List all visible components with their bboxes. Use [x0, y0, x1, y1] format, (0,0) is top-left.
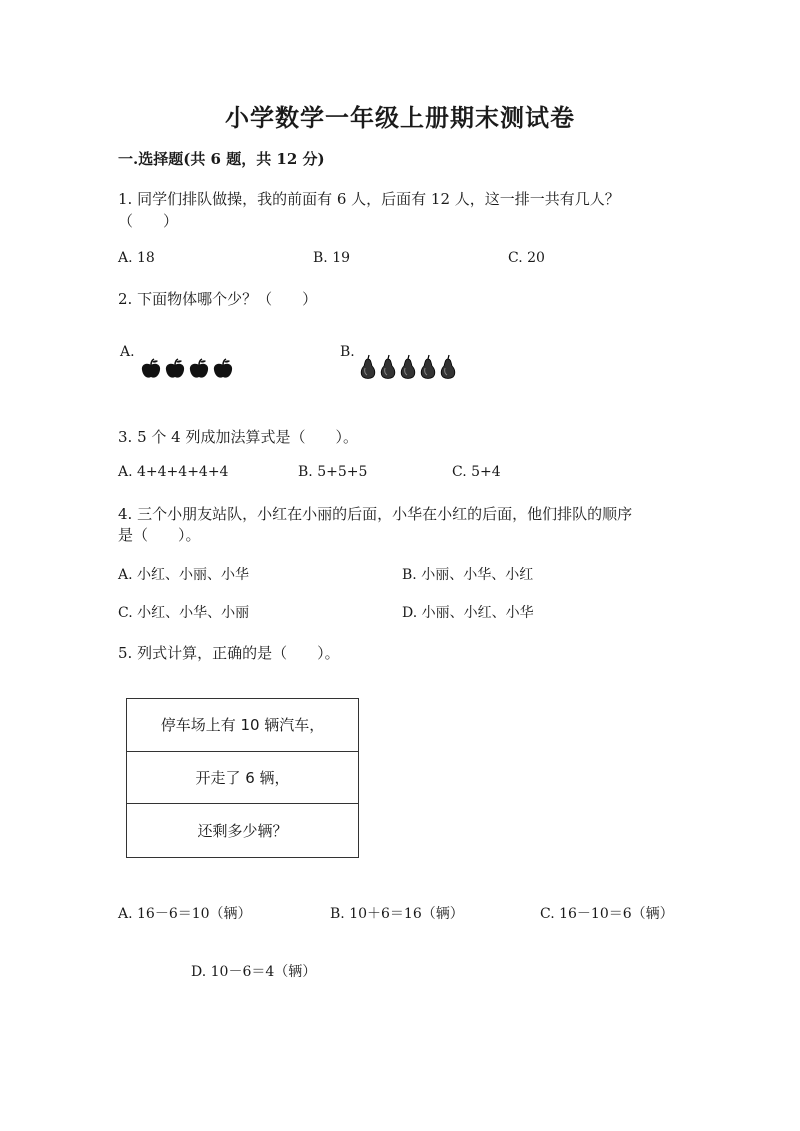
question-4-option-c[interactable]: C. 小红、小华、小丽: [118, 605, 250, 621]
pear-icon: [399, 354, 417, 380]
question-3-option-b[interactable]: B. 5+5+5: [298, 464, 368, 480]
question-1-option-b[interactable]: B. 19: [313, 250, 351, 266]
pear-icon: [439, 354, 457, 380]
question-4-option-d[interactable]: D. 小丽、小红、小华: [402, 605, 534, 621]
question-4-option-b[interactable]: B. 小丽、小华、小红: [402, 567, 534, 583]
question-5-option-d[interactable]: D. 10－6＝4（辆）: [191, 964, 317, 980]
question-5-option-b[interactable]: B. 10＋6＝16（辆）: [330, 906, 464, 922]
word-problem-line: 还剩多少辆？: [197, 822, 288, 841]
question-5-option-a[interactable]: A. 16－6＝10（辆）: [118, 906, 252, 922]
apple-icon: [188, 358, 210, 380]
question-2-text: 2. 下面物体哪个少？（ ）: [118, 290, 318, 308]
page-title: 小学数学一年级上册期末测试卷: [225, 103, 575, 132]
question-4-option-a[interactable]: A. 小红、小丽、小华: [118, 567, 250, 583]
question-5-text: 5. 列式计算，正确的是（ ）。: [118, 644, 340, 662]
question-2-option-b-label[interactable]: B.: [340, 344, 355, 360]
question-4-text-cont: 是（ ）。: [118, 526, 201, 544]
question-1-blank: （ ）: [118, 212, 179, 230]
apple-icon: [140, 358, 162, 380]
question-3-option-a[interactable]: A. 4+4+4+4+4: [118, 464, 229, 480]
word-problem-box: [126, 698, 359, 858]
pear-icon: [419, 354, 437, 380]
question-2-option-b-pears[interactable]: [359, 354, 457, 380]
question-2-option-a-apples[interactable]: [140, 358, 234, 380]
question-5-option-c[interactable]: C. 16－10＝6（辆）: [540, 906, 674, 922]
pear-icon: [359, 354, 377, 380]
question-4-text: 4. 三个小朋友站队，小红在小丽的后面，小华在小红的后面，他们排队的顺序: [118, 505, 633, 523]
question-1-option-c[interactable]: C. 20: [508, 250, 545, 266]
question-3-text: 3. 5 个 4 列成加法算式是（ ）。: [118, 428, 358, 446]
pear-icon: [379, 354, 397, 380]
section-heading: 一.选择题(共 6 题，共 12 分): [118, 150, 325, 168]
word-problem-line: 开走了 6 辆，: [127, 752, 358, 805]
apple-icon: [164, 358, 186, 380]
question-3-option-c[interactable]: C. 5+4: [452, 464, 501, 480]
word-problem-line: 停车场上有 10 辆汽车，: [127, 699, 358, 752]
apple-icon: [212, 358, 234, 380]
question-1-text: 1. 同学们排队做操，我的前面有 6 人，后面有 12 人，这一排一共有几人？: [118, 190, 620, 208]
question-1-option-a[interactable]: A. 18: [118, 250, 155, 266]
question-2-option-a-label[interactable]: A.: [120, 344, 135, 360]
